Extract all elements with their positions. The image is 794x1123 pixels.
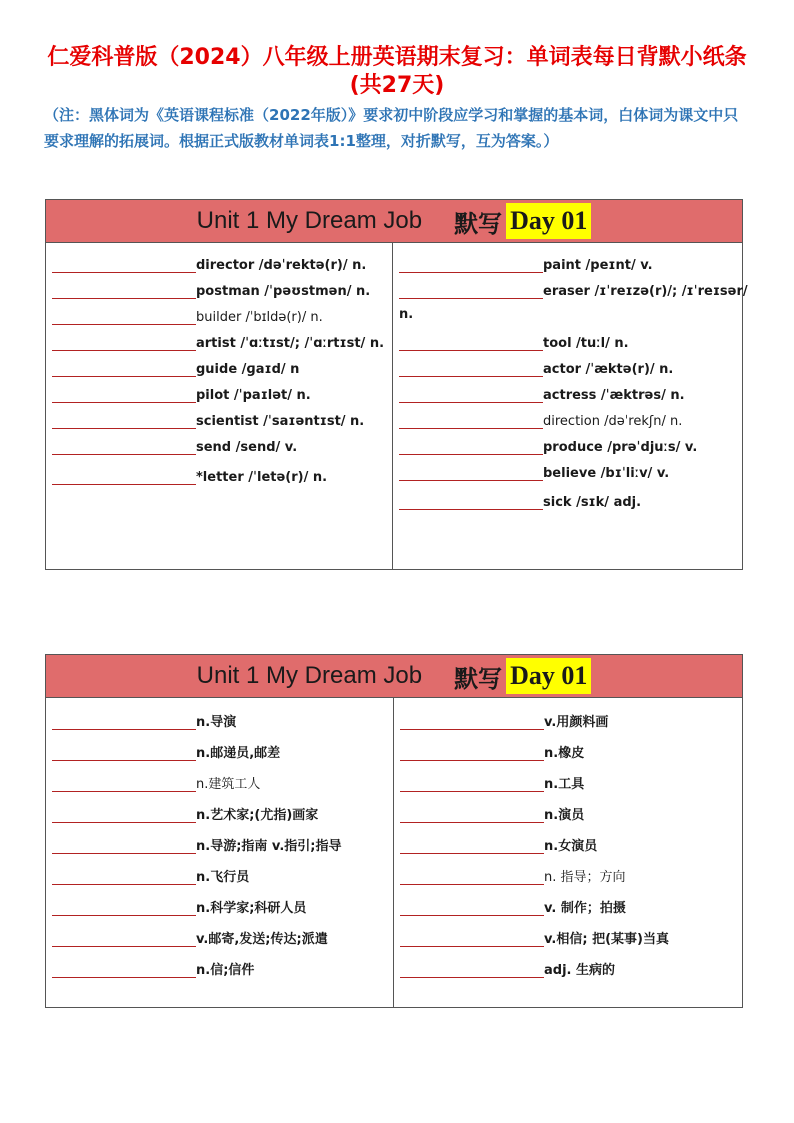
answer-blank[interactable] (52, 470, 196, 485)
meaning-row: v. 制作；拍摄 (400, 885, 736, 916)
meaning-row: n.科学家;科研人员 (52, 885, 387, 916)
word-row: paint /peɪnt/ v. (399, 247, 736, 273)
card-body (46, 698, 742, 1008)
card-body (46, 243, 748, 570)
answer-blank[interactable] (399, 258, 543, 273)
page-title: 仁爱科普版（2024）八年级上册英语期末复习：单词表每日背默小纸条(共27天) (47, 45, 747, 98)
answer-blank[interactable] (399, 414, 543, 429)
answer-blank[interactable] (52, 932, 196, 947)
answer-blank[interactable] (400, 870, 544, 885)
meaning-row: n.建筑工人 (52, 761, 387, 792)
answer-blank[interactable] (400, 715, 544, 730)
day-badge: Day 01 (506, 658, 591, 694)
word-row: direction /dəˈrekʃn/ n. (399, 403, 736, 429)
answer-blank[interactable] (52, 440, 196, 455)
word-row: artist /ˈɑːtɪst/; /ˈɑːrtɪst/ n. (52, 325, 386, 351)
left-column (46, 243, 393, 570)
word-row: *letter /ˈletə(r)/ n. (52, 455, 386, 485)
answer-blank[interactable] (52, 310, 196, 325)
word-row: tool /tuːl/ n. (399, 325, 736, 351)
unit-title: Unit 1 My Dream Job (196, 207, 423, 234)
word-row: pilot /ˈpaɪlət/ n. (52, 377, 386, 403)
word-row: produce /prəˈdjuːs/ v. (399, 429, 736, 455)
answer-blank[interactable] (52, 388, 196, 403)
unit-title: Unit 1 My Dream Job (196, 662, 423, 689)
meaning-row: n.女演员 (400, 823, 736, 854)
answer-blank[interactable] (399, 440, 543, 455)
answer-blank[interactable] (399, 495, 543, 510)
meaning-row: n.邮递员,邮差 (52, 730, 387, 761)
meaning-row: n.工具 (400, 761, 736, 792)
card-header (46, 655, 742, 698)
answer-blank[interactable] (400, 932, 544, 947)
answer-blank[interactable] (52, 839, 196, 854)
right-column (393, 243, 748, 570)
day-badge: Day 01 (506, 203, 591, 239)
word-row: sick /sɪk/ adj. (399, 481, 736, 510)
dictation-label: 默写 (454, 663, 503, 693)
meaning-row: n. 指导；方向 (400, 854, 736, 885)
meaning-row: n.信;信件 (52, 947, 387, 978)
answer-blank[interactable] (400, 839, 544, 854)
answer-blank[interactable] (400, 901, 544, 916)
meaning-row: n.艺术家;(尤指)画家 (52, 792, 387, 823)
answer-blank[interactable] (400, 963, 544, 978)
meaning-row: n.导游;指南 v.指引;指导 (52, 823, 387, 854)
meaning-row: n.橡皮 (400, 730, 736, 761)
dictation-card-chinese (45, 654, 743, 1008)
answer-blank[interactable] (52, 715, 196, 730)
word-row: actor /ˈæktə(r)/ n. (399, 351, 736, 377)
word-row: builder /ˈbɪldə(r)/ n. (52, 299, 386, 325)
answer-blank[interactable] (400, 746, 544, 761)
answer-blank[interactable] (52, 284, 196, 299)
answer-blank[interactable] (52, 258, 196, 273)
meaning-row: n.演员 (400, 792, 736, 823)
answer-blank[interactable] (52, 808, 196, 823)
meaning-row: n.导演 (52, 702, 387, 730)
answer-blank[interactable] (52, 336, 196, 351)
answer-blank[interactable] (399, 362, 543, 377)
answer-blank[interactable] (52, 746, 196, 761)
meaning-row: v.相信; 把(某事)当真 (400, 916, 736, 947)
meaning-row: adj. 生病的 (400, 947, 736, 978)
answer-blank[interactable] (52, 901, 196, 916)
word-row: scientist /ˈsaɪəntɪst/ n. (52, 403, 386, 429)
word-row-continuation: n. (399, 307, 414, 322)
answer-blank[interactable] (399, 388, 543, 403)
answer-blank[interactable] (400, 777, 544, 792)
left-column (46, 698, 394, 1008)
meaning-row: v.用颜料画 (400, 702, 736, 730)
answer-blank[interactable] (52, 777, 196, 792)
dictation-card-english (45, 199, 748, 570)
dictation-label: 默写 (454, 208, 503, 238)
answer-blank[interactable] (52, 414, 196, 429)
word-row: send /send/ v. (52, 429, 386, 455)
right-column (394, 698, 742, 1008)
answer-blank[interactable] (52, 362, 196, 377)
answer-blank[interactable] (399, 336, 543, 351)
word-row: eraser /ɪˈreɪzə(r)/; /ɪˈreɪsər/ (399, 273, 736, 299)
answer-blank[interactable] (400, 808, 544, 823)
card-header (46, 200, 742, 243)
meaning-row: n.飞行员 (52, 854, 387, 885)
word-row: believe /bɪˈliːv/ v. (399, 455, 736, 481)
word-row: actress /ˈæktrəs/ n. (399, 377, 736, 403)
answer-blank[interactable] (52, 870, 196, 885)
word-row: director /dəˈrektə(r)/ n. (52, 247, 386, 273)
answer-blank[interactable] (399, 284, 543, 299)
word-row: guide /ɡaɪd/ n (52, 351, 386, 377)
answer-blank[interactable] (52, 963, 196, 978)
word-row: postman /ˈpəʊstmən/ n. (52, 273, 386, 299)
answer-blank[interactable] (399, 466, 543, 481)
meaning-row: v.邮寄,发送;传达;派遣 (52, 916, 387, 947)
usage-note: （注：黑体词为《英语课程标准（2022年版）》要求初中阶段应学习和掌握的基本词，白体词为课文中只要求理解的拓展词。根据正式版教材单词表1:1整理，对折默写，互为答案。） (44, 106, 739, 150)
